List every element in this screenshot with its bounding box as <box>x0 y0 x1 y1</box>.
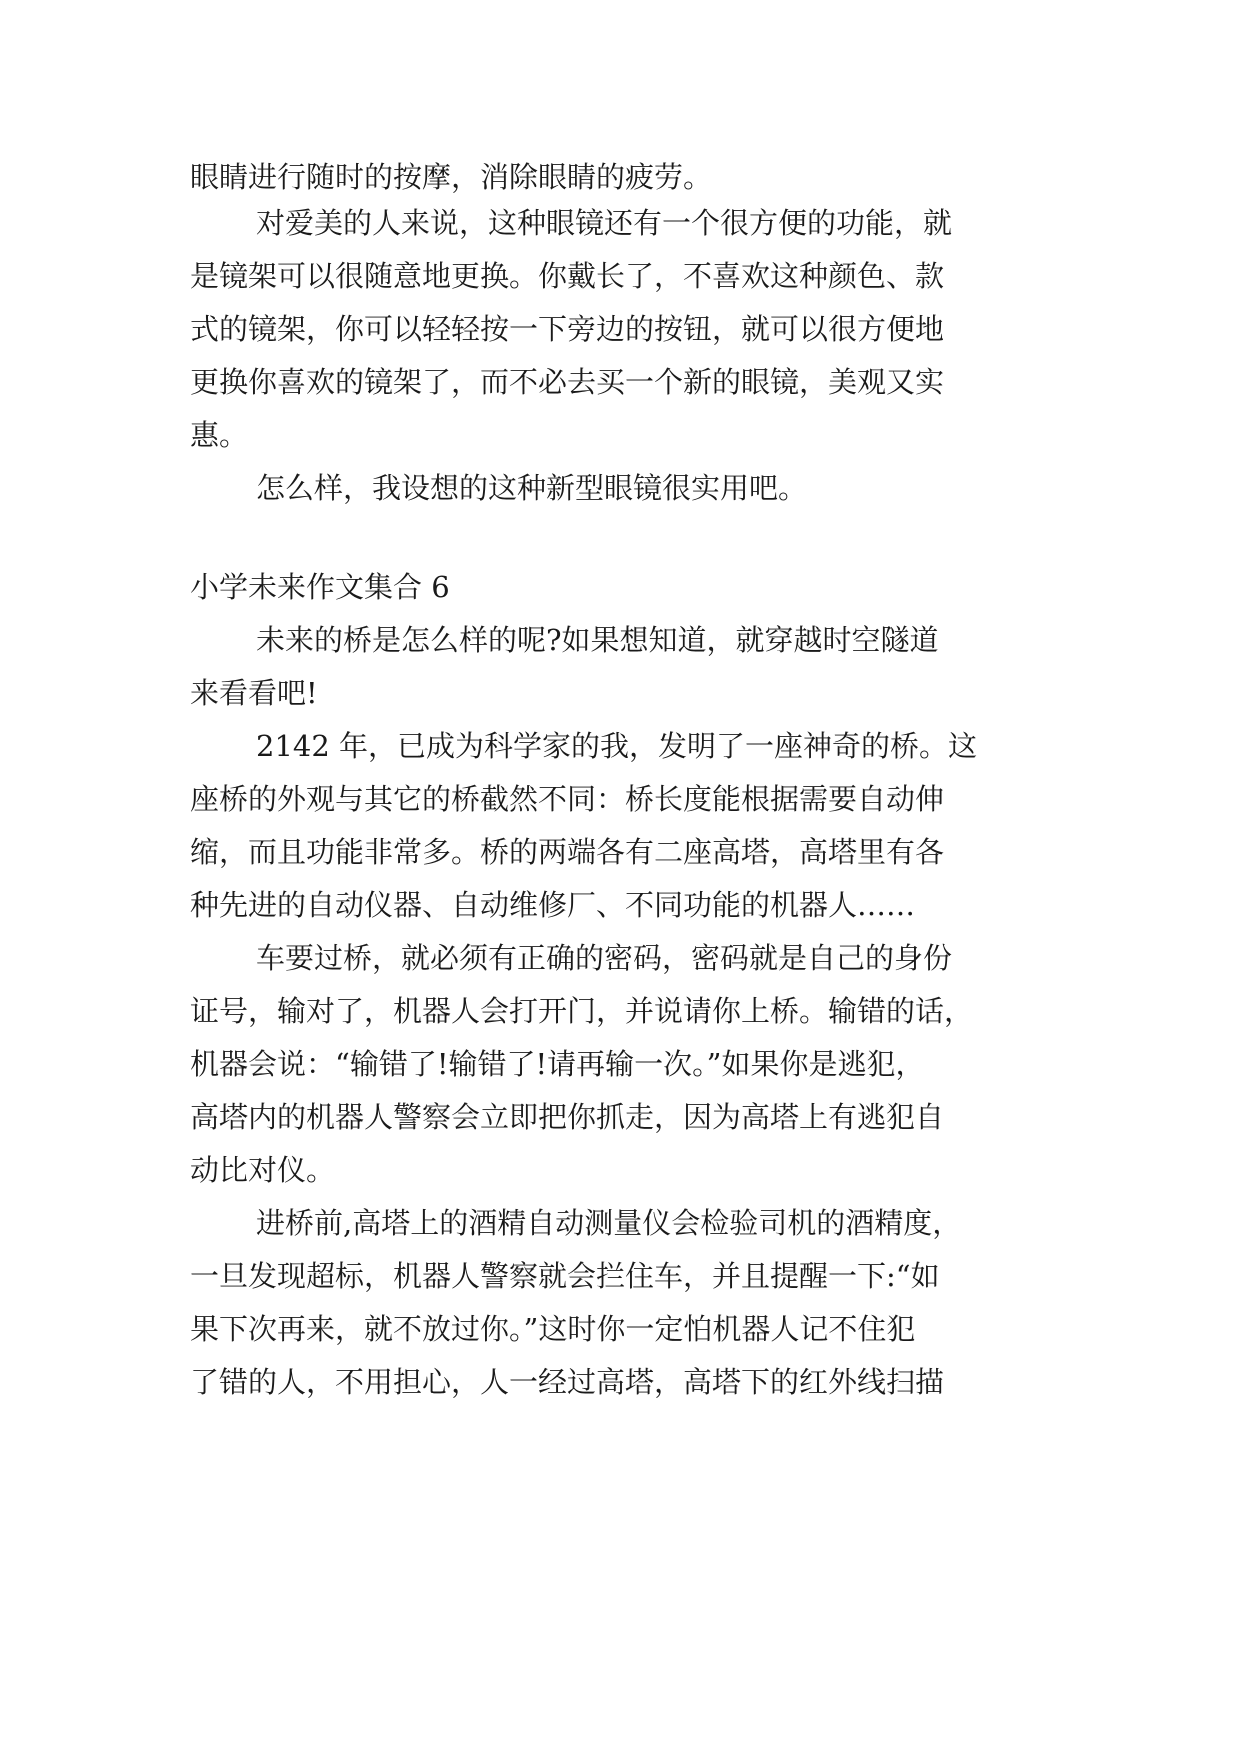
text-line: 眼睛进行随时的按摩，消除眼睛的疲劳。 <box>190 160 713 194</box>
text-line: 车要过桥，就必须有正确的密码，密码就是自己的身份 <box>256 941 953 975</box>
text-line: 证号，输对了，机器人会打开门，并说请你上桥。输错的话， <box>190 994 974 1028</box>
text-line: 进桥前,高塔上的酒精自动测量仪会检验司机的酒精度， <box>256 1206 962 1240</box>
text-line: 种先进的自动仪器、自动维修厂、不同功能的机器人…… <box>190 888 916 922</box>
text-line: 了错的人，不用担心，人一经过高塔，高塔下的红外线扫描 <box>190 1365 945 1399</box>
text-line: 怎么样，我设想的这种新型眼镜很实用吧。 <box>256 471 808 505</box>
text-line: 式的镜架，你可以轻轻按一下旁边的按钮，就可以很方便地 <box>190 312 945 346</box>
text-line: 更换你喜欢的镜架了，而不必去买一个新的眼镜，美观又实 <box>190 365 945 399</box>
text-line: 果下次再来，就不放过你。”这时你一定怕机器人记不住犯 <box>190 1312 916 1346</box>
text-line: 对爱美的人来说，这种眼镜还有一个很方便的功能，就 <box>256 206 953 240</box>
text-line: 机器会说：“输错了!输错了!请再输一次。”如果你是逃犯， <box>190 1047 925 1081</box>
text-line: 是镜架可以很随意地更换。你戴长了，不喜欢这种颜色、款 <box>190 259 945 293</box>
text-line: 来看看吧! <box>190 676 318 710</box>
text-line: 惠。 <box>190 418 249 452</box>
text-line: 未来的桥是怎么样的呢?如果想知道，就穿越时空隧道 <box>256 623 939 657</box>
text-line: 动比对仪。 <box>190 1153 336 1187</box>
text-line: 2142 年，已成为科学家的我，发明了一座神奇的桥。这 <box>256 729 978 763</box>
section-heading: 小学未来作文集合 6 <box>190 570 450 604</box>
text-line: 高塔内的机器人警察会立即把你抓走，因为高塔上有逃犯自 <box>190 1100 945 1134</box>
text-line: 一旦发现超标，机器人警察就会拦住车，并且提醒一下:“如 <box>190 1259 940 1293</box>
text-line: 缩，而且功能非常多。桥的两端各有二座高塔，高塔里有各 <box>190 835 945 869</box>
text-line: 座桥的外观与其它的桥截然不同：桥长度能根据需要自动伸 <box>190 782 945 816</box>
